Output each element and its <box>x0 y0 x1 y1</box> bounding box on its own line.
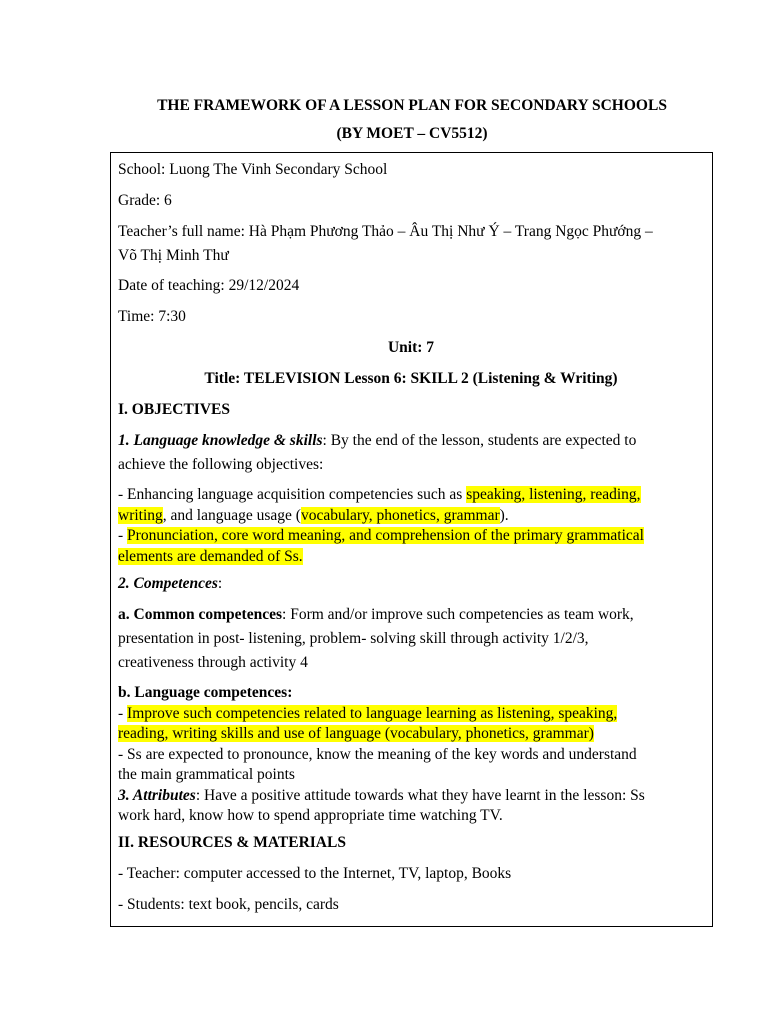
knowledge-line-1 <box>118 431 704 452</box>
enhance-highlight-1a: speaking, listening, reading, <box>466 486 641 503</box>
common-line-3: creativeness through activity 4 <box>118 654 308 671</box>
pronunciation-highlight-1: Pronunciation, core word meaning, and comprehension of the primary grammatical <box>127 527 644 544</box>
enhance-highlight-1b: writing <box>118 506 163 524</box>
ss-line-1: - Ss are expected to pronounce, know the meaning of the key words and understand <box>118 745 637 763</box>
resources-heading: II. RESOURCES & MATERIALS <box>118 834 346 851</box>
school-line: School: Luong The Vinh Secondary School <box>118 161 388 178</box>
pronunciation-line-1 <box>118 526 704 547</box>
teacher-line-2: Võ Thị Minh Thư <box>118 247 229 264</box>
competences-colon: : <box>217 575 223 592</box>
enhance-end: ). <box>499 506 509 524</box>
language-prefix: - <box>118 704 128 722</box>
resources-teacher: - Teacher: computer accessed to the Internet, TV, laptop, Books <box>118 865 512 882</box>
unit-line: Unit: 7 <box>387 339 435 356</box>
enhance-highlight-2: vocabulary, phonetics, grammar <box>300 506 500 524</box>
knowledge-text-1: : By the end of the lesson, students are expected to <box>322 432 637 449</box>
lesson-title: Title: TELEVISION Lesson 6: SKILL 2 (Listening & Writing) <box>204 370 618 387</box>
pronunciation-highlight-2: elements are demanded of Ss. <box>118 547 303 565</box>
resources-students: - Students: text book, pencils, cards <box>118 896 339 913</box>
pronunciation-prefix: - <box>118 527 128 544</box>
enhance-line-2 <box>118 506 704 527</box>
objectives-heading: I. OBJECTIVES <box>118 401 230 418</box>
enhance-prefix: - Enhancing language acquisition competencies such as <box>118 486 467 503</box>
attributes-line-2: work hard, know how to spend appropriate time watching TV. <box>118 807 503 824</box>
attributes-line-1 <box>118 786 704 807</box>
competences-line <box>118 574 704 595</box>
competences-label: 2. Competences <box>118 575 218 592</box>
language-line-1 <box>118 704 704 725</box>
common-label: a. Common competences <box>118 606 283 623</box>
common-text-1: : Form and/or improve such competencies as team work, <box>282 606 634 623</box>
document-title: THE FRAMEWORK OF A LESSON PLAN FOR SECONDARY SCHOOLS <box>157 97 667 114</box>
common-line-2: presentation in post- listening, problem- solving skill through activity 1/2/3, <box>118 630 589 647</box>
common-line-1 <box>118 605 704 626</box>
attributes-text-1: : Have a positive attitude towards what they have learnt in the lesson: Ss <box>195 786 645 804</box>
enhance-mid: , and language usage ( <box>162 506 301 524</box>
time-line: Time: 7:30 <box>118 308 186 325</box>
ss-line-2: the main grammatical points <box>118 766 295 783</box>
language-line-2 <box>118 724 704 745</box>
teacher-line-1: Teacher’s full name: Hà Phạm Phương Thảo – Âu Thị Như Ý – Trang Ngọc Phướng – <box>118 223 653 240</box>
language-highlight-2: reading, writing skills and use of language (vocabulary, phonetics, grammar) <box>118 725 594 742</box>
language-competences-label: b. Language competences: <box>118 684 293 701</box>
date-line: Date of teaching: 29/12/2024 <box>118 277 300 294</box>
knowledge-label: 1. Language knowledge & skills <box>118 432 323 449</box>
document-subtitle: (BY MOET – CV5512) <box>336 125 488 142</box>
knowledge-line-2: achieve the following objectives: <box>118 456 324 473</box>
enhance-line-1 <box>118 485 704 506</box>
pronunciation-line-2 <box>118 547 704 568</box>
lesson-plan-box <box>110 152 713 927</box>
attributes-label: 3. Attributes <box>118 786 196 804</box>
language-highlight-1: Improve such competencies related to language learning as listening, speaking, <box>127 704 618 722</box>
grade-line: Grade: 6 <box>118 192 172 209</box>
